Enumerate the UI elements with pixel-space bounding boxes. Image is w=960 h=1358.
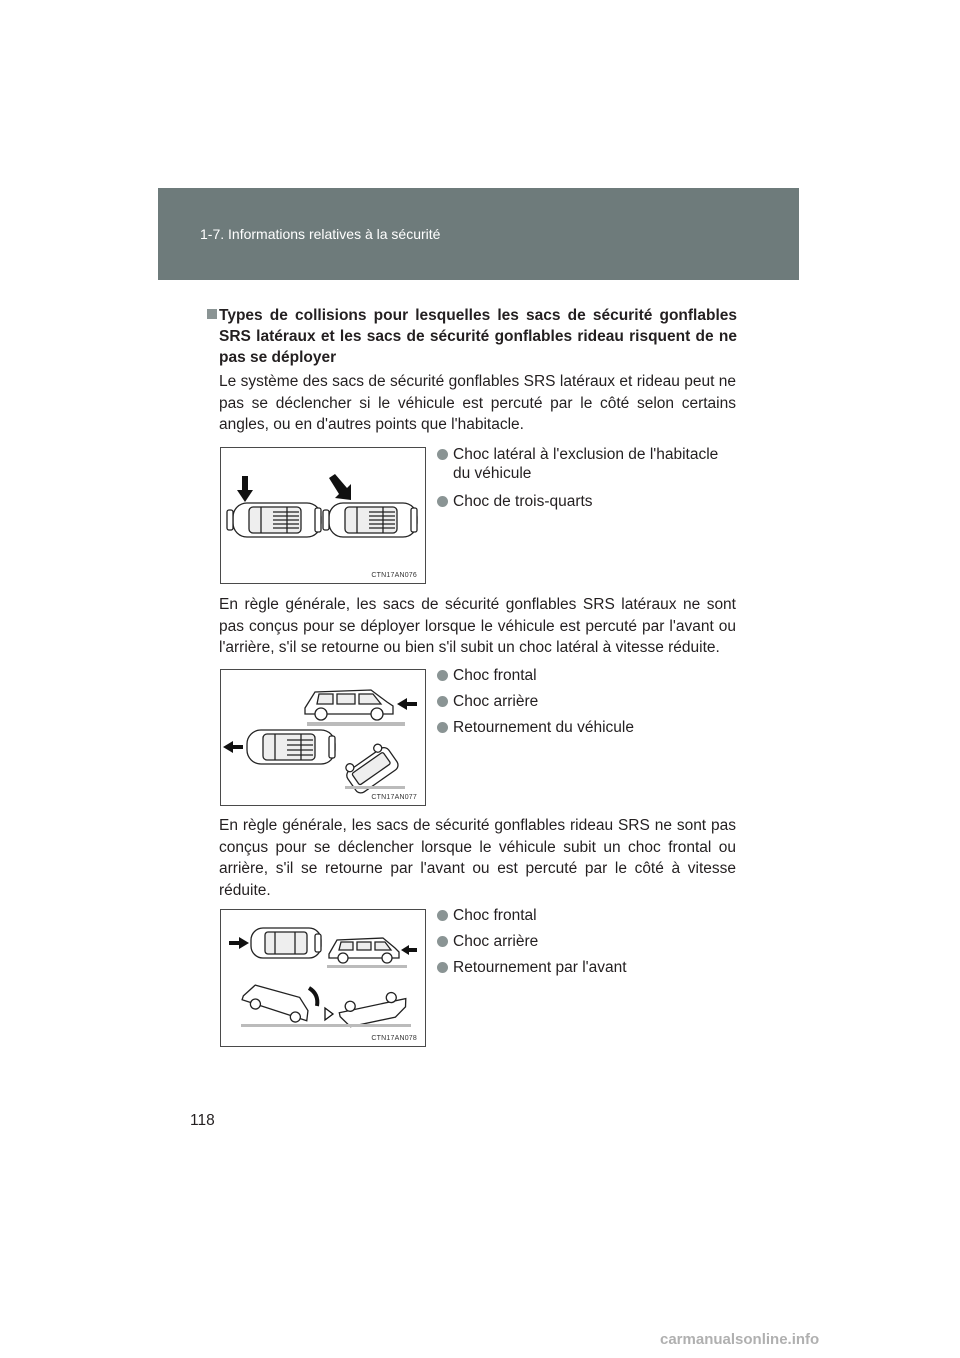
bullet-list-2 [437, 666, 737, 737]
ground-line [345, 786, 405, 789]
rotation-arrow-icon [309, 988, 317, 1006]
bullet-dot-icon [437, 936, 448, 947]
paragraph-1: Le système des sacs de sécurité gonflables SRS latéraux et rideau peut ne pas se déclencher si le véhicule est percuté par le côté selon certains angles, ou en d'autres points que l'habitacle. [219, 373, 736, 433]
bullet-item [437, 718, 737, 737]
ground-line [241, 1024, 411, 1027]
bullet-dot-icon [437, 449, 448, 460]
bullet-text: Choc latéral à l'exclusion de l'habitacle du véhicule [453, 446, 719, 482]
bullet-text: Retournement par l'avant [453, 959, 627, 976]
bullet-item [437, 666, 737, 685]
paragraph-3: En règle générale, les sacs de sécurité gonflables rideau SRS ne sont pas conçus pour se déclencher lorsque le véhicule subit un choc frontal ou arrière, s'il se retourne par l'avant ou est percuté par le côté à vitesse réduite. [219, 817, 736, 899]
heading-square-icon [207, 309, 217, 319]
figure-code: CTN17AN077 [371, 794, 417, 801]
section-heading-text: Types de collisions pour lesquelles les sacs de sécurité gonflables SRS latéraux et les sacs de sécurité gonflables rideau risquent de ne pas se déployer [219, 307, 737, 366]
bullet-text: Choc de trois-quarts [453, 493, 593, 510]
bullet-item [437, 692, 737, 711]
bullet-item [437, 492, 737, 511]
bullet-dot-icon [437, 696, 448, 707]
section-header-bar [158, 188, 799, 280]
bullet-dot-icon [437, 722, 448, 733]
figure-side-impact [220, 447, 426, 584]
arrow-right-icon [325, 1008, 333, 1020]
car-tipping-icon [241, 981, 313, 1026]
bullet-dot-icon [437, 910, 448, 921]
bullet-text: Choc frontal [453, 907, 537, 924]
arrow-left-icon [397, 698, 417, 710]
bullet-text: Retournement du véhicule [453, 719, 634, 736]
arrow-down-icon [237, 476, 253, 502]
car-side-view-icon [305, 690, 393, 720]
figure-curtain-exclusions [220, 909, 426, 1047]
car-top-view-icon [323, 503, 417, 537]
bullet-dot-icon [437, 670, 448, 681]
bullet-item [437, 906, 737, 925]
ground-line [307, 722, 405, 726]
page-number: 118 [190, 1112, 215, 1129]
car-side-view-icon [329, 938, 399, 963]
side-impact-illustration [221, 448, 427, 585]
bullet-text: Choc arrière [453, 933, 539, 950]
figure-front-rear-rollover [220, 669, 426, 806]
figure-code: CTN17AN076 [371, 572, 417, 579]
car-top-view-icon [247, 730, 335, 764]
curtain-exclusions-illustration [221, 910, 427, 1048]
bullet-dot-icon [437, 496, 448, 507]
arrow-left-icon [401, 945, 417, 955]
front-rear-rollover-illustration [221, 670, 427, 807]
bullet-text: Choc arrière [453, 693, 539, 710]
arrow-right-icon [223, 741, 243, 753]
figure-code: CTN17AN078 [371, 1035, 417, 1042]
bullet-item [437, 958, 737, 977]
car-top-view-icon [227, 503, 321, 537]
arrow-diagonal-icon [329, 474, 351, 500]
section-title: 1-7. Informations relatives à la sécurité [200, 226, 441, 242]
section-heading [207, 305, 737, 368]
car-upside-down-icon [337, 990, 409, 1029]
car-top-view-icon [251, 928, 321, 958]
bullet-list-1 [437, 445, 737, 511]
paragraph-2: En règle générale, les sacs de sécurité gonflables SRS latéraux ne sont pas conçus pour se déployer lorsque le véhicule est percuté par l'avant ou l'arrière, s'il se retourne ou bien s'il subit un choc latéral à vitesse réduite. [219, 596, 736, 656]
footer-watermark: carmanualsonline.info [660, 1331, 820, 1348]
ground-line [327, 965, 407, 968]
bullet-text: Choc frontal [453, 667, 537, 684]
bullet-item [437, 445, 737, 483]
bullet-dot-icon [437, 962, 448, 973]
arrow-right-icon [229, 937, 249, 949]
bullet-list-3 [437, 906, 737, 977]
bullet-item [437, 932, 737, 951]
